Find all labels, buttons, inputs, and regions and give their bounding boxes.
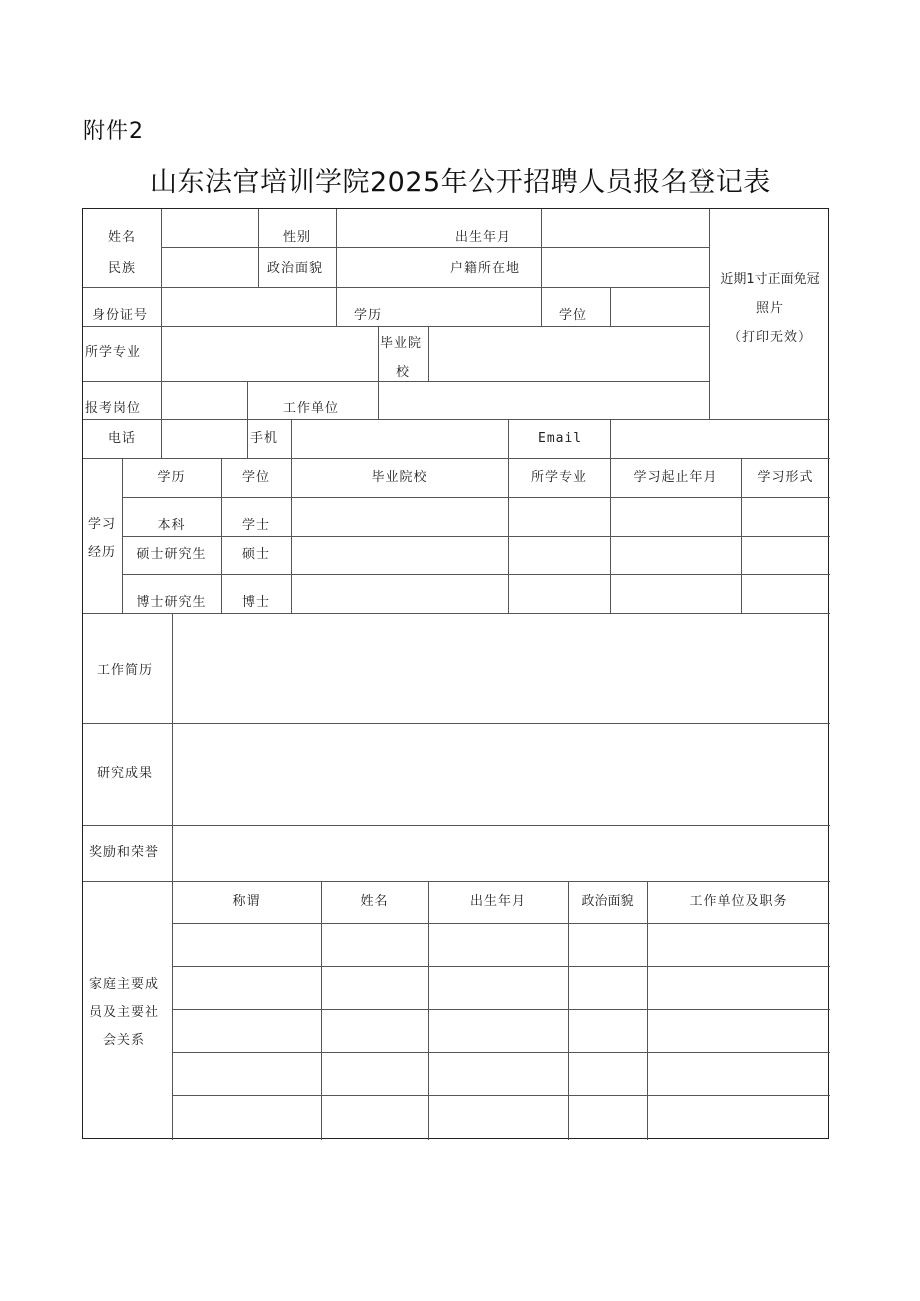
label-name: 姓名 <box>108 230 137 245</box>
label-awards: 奖励和荣誉 <box>89 845 160 860</box>
label-phone: 电话 <box>108 431 137 446</box>
label-research: 研究成果 <box>97 766 154 781</box>
photo-note-line1: 近期1寸正面免冠 <box>720 272 820 287</box>
label-id-number: 身份证号 <box>92 308 149 323</box>
family-section-label-2: 员及主要社 <box>89 1005 160 1020</box>
photo-box <box>710 209 830 419</box>
study-header-school: 毕业院校 <box>371 470 428 485</box>
label-graduate-school-1: 毕业院 <box>380 336 423 351</box>
study-header-major: 所学专业 <box>530 470 587 485</box>
label-birth: 出生年月 <box>455 230 512 245</box>
label-ethnicity: 民族 <box>108 261 137 276</box>
label-gender: 性别 <box>283 230 312 245</box>
label-graduate-school-2: 校 <box>396 365 411 380</box>
study-header-education: 学历 <box>157 470 186 485</box>
study-header-degree: 学位 <box>241 470 270 485</box>
study-header-form: 学习形式 <box>757 470 814 485</box>
attachment-label: 附件2 <box>83 119 144 144</box>
study-header-period: 学习起止年月 <box>633 470 718 485</box>
label-work-history: 工作简历 <box>97 663 154 678</box>
study-section-label-1: 学习 <box>88 517 117 532</box>
family-header-work: 工作单位及职务 <box>689 894 788 909</box>
photo-note-line3: （打印无效） <box>727 330 812 345</box>
label-major: 所学专业 <box>85 345 142 360</box>
family-header-birth: 出生年月 <box>469 894 526 909</box>
family-header-relation: 称谓 <box>232 894 261 909</box>
study-section-label-2: 经历 <box>88 545 117 560</box>
study-row-education: 博士研究生 <box>136 595 207 610</box>
registration-form <box>82 208 829 1139</box>
label-mobile: 手机 <box>250 431 279 446</box>
family-header-name: 姓名 <box>360 894 389 909</box>
label-hukou: 户籍所在地 <box>450 261 521 276</box>
photo-note-line2: 照片 <box>755 301 784 316</box>
study-row-degree: 硕士 <box>241 547 270 562</box>
study-row-education: 本科 <box>157 518 186 533</box>
label-work-unit: 工作单位 <box>283 401 340 416</box>
study-row-education: 硕士研究生 <box>136 547 207 562</box>
label-degree: 学位 <box>559 308 588 323</box>
study-row-degree: 博士 <box>241 595 270 610</box>
family-section-label-3: 会关系 <box>103 1033 146 1048</box>
label-email: Email <box>538 431 583 446</box>
label-education: 学历 <box>354 308 383 323</box>
family-header-political: 政治面貌 <box>581 894 634 909</box>
family-section-label-1: 家庭主要成 <box>89 977 160 992</box>
label-position-applied: 报考岗位 <box>85 401 142 416</box>
form-title: 山东法官培训学院2025年公开招聘人员报名登记表 <box>150 167 771 198</box>
label-political-status: 政治面貌 <box>267 261 324 276</box>
study-row-degree: 学士 <box>241 518 270 533</box>
